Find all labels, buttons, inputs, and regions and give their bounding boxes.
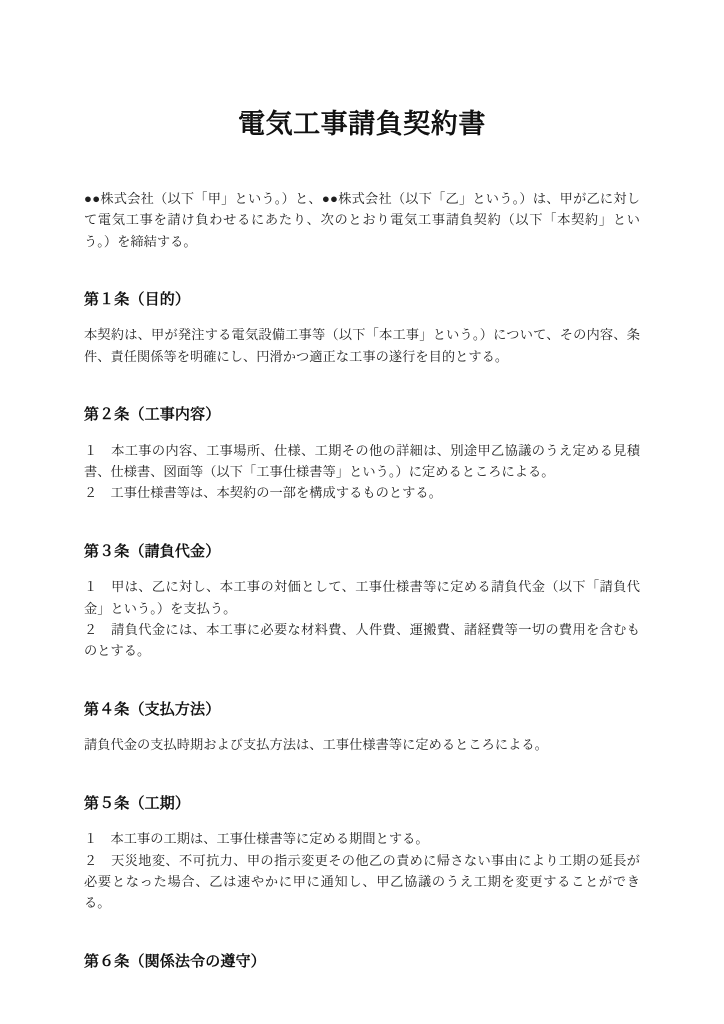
article-6-heading: 第６条（関係法令の遵守）: [84, 952, 266, 970]
article-5-body: [84, 813, 640, 914]
article-4-body: [84, 719, 640, 755]
article-1-body: [84, 309, 640, 367]
document-title: 電気工事請負契約書: [238, 109, 486, 139]
article-4-paragraph-1: 請負代金の支払時期および支払方法は、工事仕様書等に定めるところによる。: [84, 737, 548, 753]
article-1: [84, 252, 640, 367]
article-3-heading: 第３条（請負代金）: [84, 542, 221, 560]
article-2: [84, 367, 640, 504]
article-4: [84, 662, 640, 756]
article-1-heading: 第１条（目的）: [84, 290, 191, 308]
article-2-item-1: １ 本工事の内容、工事場所、仕様、工期その他の詳細は、別途甲乙協議のうえ定める見積書、仕様書、図面等（以下「工事仕様書等」という。）に定めるところによる。: [84, 442, 640, 479]
article-6: [84, 914, 640, 972]
article-5-heading: 第５条（工期）: [84, 794, 191, 812]
article-4-heading: 第４条（支払方法）: [84, 700, 221, 718]
article-5-item-1: １ 本工事の工期は、工事仕様書等に定める期間とする。: [84, 831, 429, 847]
article-1-paragraph-1: 本契約は、甲が発注する電気設備工事等（以下「本工事」という。）について、その内容、条件、責任関係等を明確にし、円滑かつ適正な工事の遂行を目的とする。: [84, 327, 640, 364]
preamble-paragraph: ●●株式会社（以下「甲」という。）と、●●株式会社（以下「乙」という。）は、甲が乙に対して電気工事を請け負わせるにあたり、次のとおり電気工事請負契約（以下「本契約」という。）を締結する。: [84, 190, 640, 249]
article-3-body: [84, 561, 640, 662]
article-2-item-2: ２ 工事仕様書等は、本契約の一部を構成するものとする。: [84, 485, 442, 501]
article-3-item-1: １ 甲は、乙に対し、本工事の対価として、工事仕様書等に定める請負代金（以下「請負代金」という。）を支払う。: [84, 579, 640, 616]
article-3-item-2: ２ 請負代金には、本工事に必要な材料費、人件費、運搬費、諸経費等一切の費用を含むものとする。: [84, 622, 640, 659]
article-2-heading: 第２条（工事内容）: [84, 406, 221, 424]
article-5: [84, 756, 640, 914]
article-3: [84, 504, 640, 662]
document-content: [84, 0, 640, 971]
article-5-item-2: ２ 天災地変、不可抗力、甲の指示変更その他乙の責めに帰さない事由により工期の延長が必要となった場合、乙は速やかに甲に通知し、甲乙協議のうえ工期を変更することができる。: [84, 852, 640, 911]
article-2-body: [84, 425, 640, 504]
